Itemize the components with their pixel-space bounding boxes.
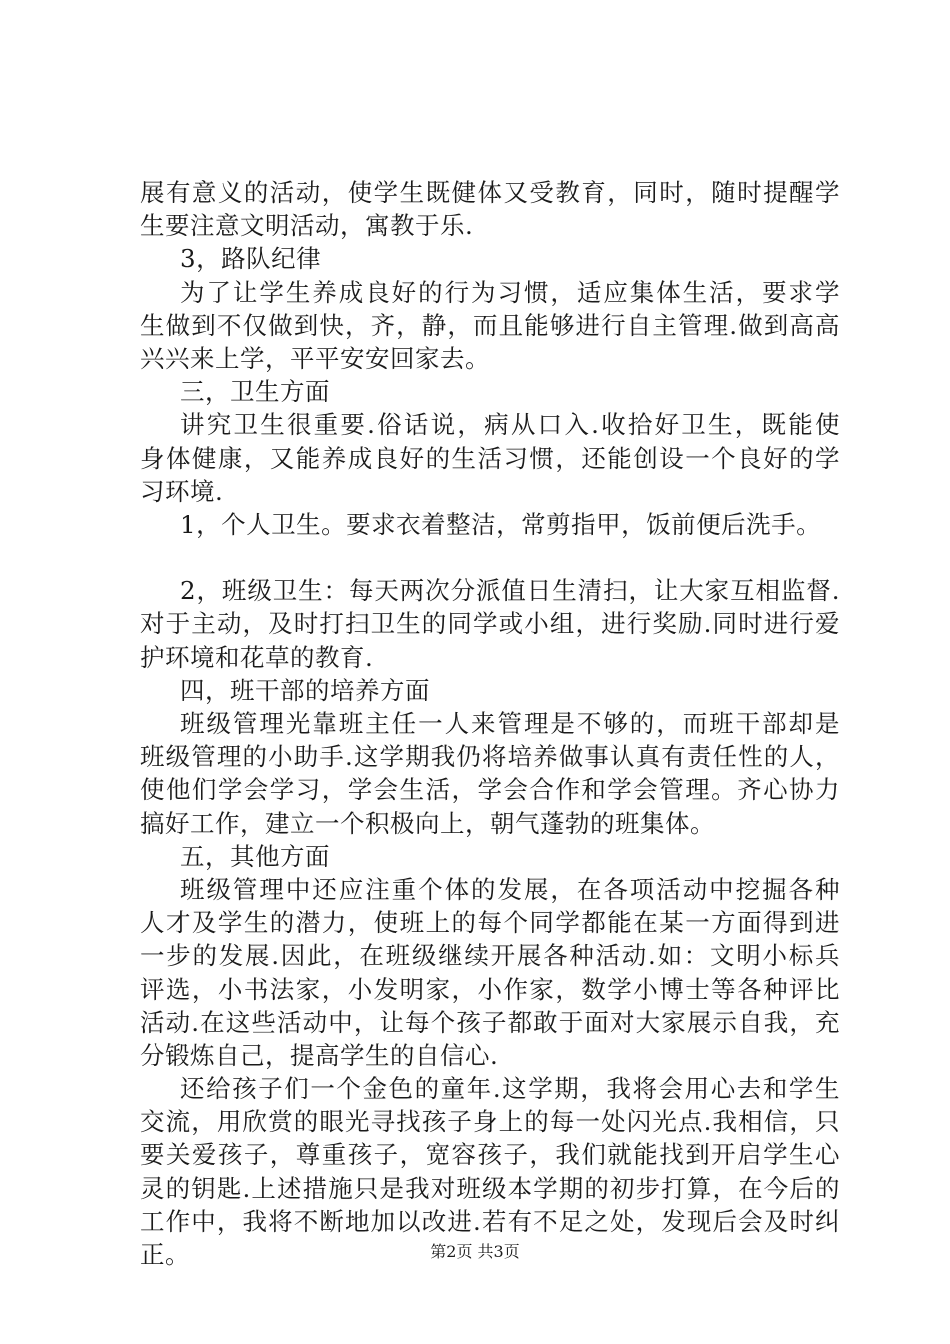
section-heading: 四，班干部的培养方面	[180, 675, 430, 705]
text-line: 一步的发展.因此，在班级继续开展各种活动.如：文明小标兵	[140, 941, 840, 971]
blank-line	[140, 541, 840, 574]
text-line: 交流，用欣赏的眼光寻找孩子身上的每一处闪光点.我相信，只	[140, 1107, 840, 1137]
section-heading: 三，卫生方面	[180, 377, 330, 407]
text-line: 班级管理的小助手.这学期我仍将培养做事认真有责任性的人，	[140, 742, 840, 772]
text-line: 活动.在这些活动中，让每个孩子都敢于面对大家展示自我，充	[140, 1007, 840, 1037]
text-line: 对于主动，及时打扫卫生的同学或小组，进行奖励.同时进行爱	[140, 609, 840, 639]
text-line: 分锻炼自己，提高学生的自信心.	[140, 1040, 499, 1070]
page-number-label: 第2页 共3页	[430, 1242, 520, 1261]
text-line: 生做到不仅做到快，齐，静，而且能够进行自主管理.做到高高	[140, 310, 840, 340]
text-line: 2，班级卫生：每天两次分派值日生清扫，让大家互相监督.	[180, 576, 840, 606]
document-body	[140, 176, 840, 1271]
text-line: 评选，小书法家，小发明家，小作家，数学小博士等各种评比	[140, 974, 840, 1004]
section-heading: 3，路队纪律	[180, 244, 322, 274]
text-line: 习环境.	[140, 476, 224, 506]
text-line: 人才及学生的潜力，使班上的每个同学都能在某一方面得到进	[140, 908, 840, 938]
text-line: 1，个人卫生。要求衣着整洁，常剪指甲，饭前便后洗手。	[180, 509, 822, 539]
text-line: 班级管理光靠班主任一人来管理是不够的，而班干部却是	[180, 709, 840, 738]
text-line: 要关爱孩子，尊重孩子，宽容孩子，我们就能找到开启学生心	[140, 1140, 840, 1170]
text-line: 身体健康，又能养成良好的生活习惯，还能创设一个良好的学	[140, 443, 840, 473]
text-line: 使他们学会学习，学会生活，学会合作和学会管理。齐心协力	[140, 775, 840, 805]
text-line: 兴兴来上学，平平安安回家去。	[140, 343, 490, 373]
text-line: 展有意义的活动，使学生既健体又受教育，同时，随时提醒学	[140, 178, 840, 207]
text-line: 护环境和花草的教育.	[140, 642, 374, 672]
text-line: 正。	[140, 1240, 190, 1269]
page-footer	[0, 1242, 950, 1262]
text-line: 生要注意文明活动，寓教于乐.	[140, 211, 474, 241]
text-line: 还给孩子们一个金色的童年.这学期，我将会用心去和学生	[180, 1074, 840, 1104]
text-line: 搞好工作，建立一个积极向上，朝气蓬勃的班集体。	[140, 808, 715, 838]
text-line: 工作中，我将不断地加以改进.若有不足之处，发现后会及时纠	[140, 1206, 840, 1236]
text-line: 讲究卫生很重要.俗话说，病从口入.收拾好卫生，既能使	[180, 410, 840, 440]
section-heading: 五，其他方面	[180, 841, 330, 871]
text-line: 班级管理中还应注重个体的发展，在各项活动中挖掘各种	[180, 874, 840, 904]
text-line: 为了让学生养成良好的行为习惯，适应集体生活，要求学	[180, 277, 840, 307]
text-line: 灵的钥匙.上述措施只是我对班级本学期的初步打算，在今后的	[140, 1173, 840, 1203]
